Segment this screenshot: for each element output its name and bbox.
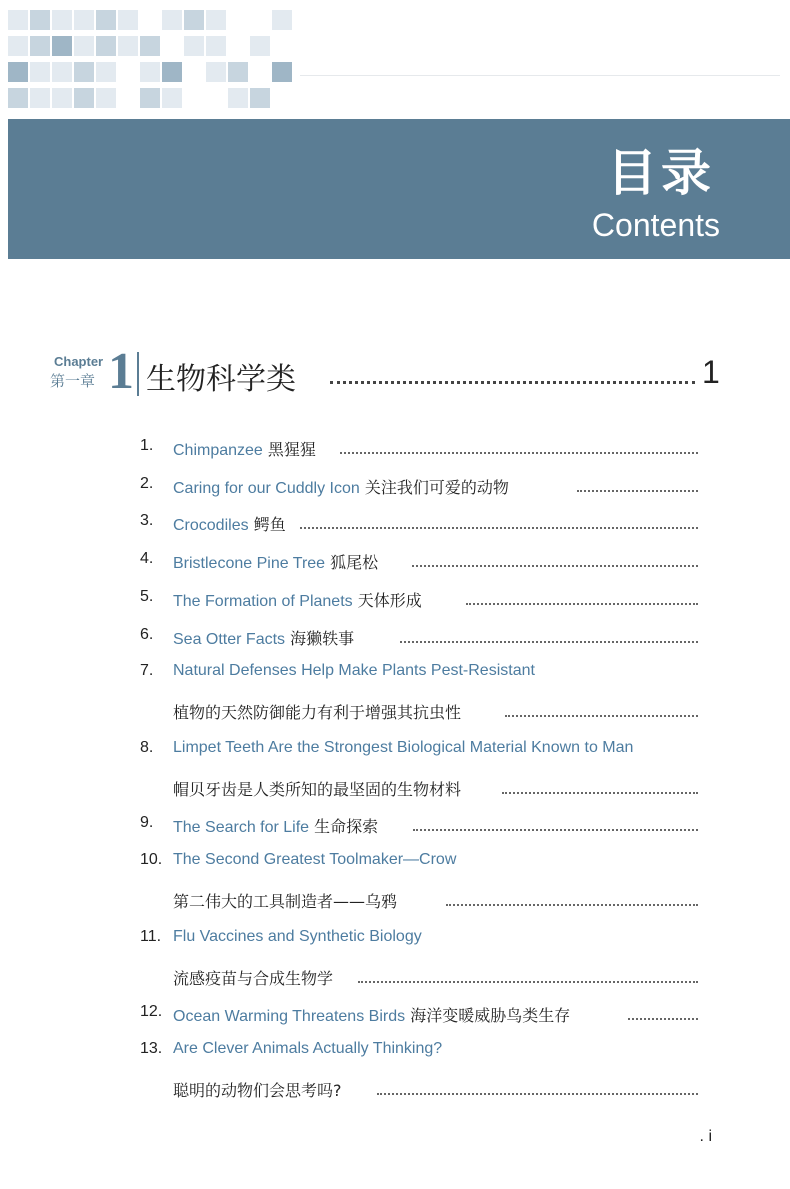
decorative-square — [30, 36, 50, 56]
entry-title-en: Chimpanzee — [173, 442, 263, 459]
decorative-square — [140, 62, 160, 82]
leader-dots — [502, 792, 698, 794]
decorative-square — [8, 10, 28, 30]
leader-dots — [466, 603, 698, 605]
entry-title-en: Limpet Teeth Are the Strongest Biological Material Known to Man — [173, 739, 634, 756]
entry-title-zh: 关注我们可爱的动物 — [364, 478, 509, 497]
decorative-square — [272, 10, 292, 30]
decorative-square — [162, 10, 182, 30]
page-title: 目录 — [607, 144, 715, 202]
entry-title-zh: 第二伟大的工具制造者——乌鸦 — [173, 892, 398, 911]
entry-title — [173, 550, 378, 574]
decorative-square — [52, 10, 72, 30]
decorative-square — [74, 36, 94, 56]
entry-title-en: The Formation of Planets — [173, 593, 353, 610]
page-subtitle: Contents — [591, 207, 720, 243]
decorative-square — [184, 36, 204, 56]
decorative-square — [140, 36, 160, 56]
entry-number: 4. — [140, 550, 154, 567]
decorative-square — [228, 62, 248, 82]
entry-title — [173, 814, 378, 838]
leader-dots — [505, 715, 698, 717]
chapter-heading[interactable] — [40, 343, 730, 408]
decorative-square — [184, 10, 204, 30]
decorative-square — [52, 62, 72, 82]
decorative-square — [206, 62, 226, 82]
entry-number: 11. — [140, 928, 162, 945]
entry-title-en: Caring for our Cuddly Icon — [173, 480, 360, 497]
decorative-square — [52, 36, 72, 56]
leader-dots — [400, 641, 698, 643]
leader-dots — [358, 981, 698, 983]
decorative-square — [228, 88, 248, 108]
decorative-square — [74, 10, 94, 30]
faint-header-rule — [300, 75, 780, 76]
decorative-square — [96, 88, 116, 108]
entry-title-zh: 海獭轶事 — [290, 629, 355, 648]
entry-number: 6. — [140, 626, 154, 643]
page-marker: i — [708, 1128, 712, 1145]
decorative-square — [74, 88, 94, 108]
entry-title-zh: 海洋变暖威胁鸟类生存 — [410, 1006, 571, 1025]
leader-dots — [340, 452, 698, 454]
chapter-title: 生物科学类 — [146, 362, 296, 397]
entry-number: 13. — [140, 1040, 163, 1057]
decorative-square — [118, 36, 138, 56]
entry-title-zh: 聪明的动物们会思考吗? — [173, 1081, 342, 1100]
decorative-square — [96, 36, 116, 56]
chapter-leader-dots — [330, 381, 695, 384]
decorative-square — [272, 62, 292, 82]
entry-title-zh: 黑猩猩 — [267, 440, 316, 459]
decorative-square — [162, 62, 182, 82]
page-number: . i — [699, 1128, 712, 1145]
leader-dots — [628, 1018, 698, 1020]
decorative-square — [96, 62, 116, 82]
entry-title — [173, 1003, 570, 1027]
chapter-page: 1 — [702, 354, 720, 390]
entry-number: 10. — [140, 851, 163, 868]
decorative-square — [140, 88, 160, 108]
entry-title-zh: 天体形成 — [357, 591, 422, 610]
leader-dots — [412, 565, 698, 567]
entry-title — [173, 512, 286, 536]
entry-number: 5. — [140, 588, 154, 605]
decorative-square — [96, 10, 116, 30]
entry-title-zh: 生命探索 — [314, 817, 379, 836]
decorative-squares — [0, 0, 790, 120]
entry-title-en: Natural Defenses Help Make Plants Pest-Resistant — [173, 662, 535, 679]
entry-title-en: The Second Greatest Toolmaker—Crow — [173, 851, 457, 868]
decorative-square — [206, 36, 226, 56]
leader-dots — [300, 527, 698, 529]
chapter-number: 1 — [108, 343, 134, 400]
decorative-square — [30, 62, 50, 82]
entry-title-en: Flu Vaccines and Synthetic Biology — [173, 928, 422, 945]
entry-title-en: Crocodiles — [173, 517, 249, 534]
decorative-square — [30, 88, 50, 108]
entry-number: 9. — [140, 814, 154, 831]
entry-title — [173, 437, 316, 461]
entry-title-en: Ocean Warming Threatens Birds — [173, 1008, 406, 1025]
decorative-square — [8, 88, 28, 108]
contents-banner — [8, 119, 790, 259]
entry-title — [173, 475, 509, 499]
entry-title-en: The Search for Life — [173, 819, 310, 836]
entry-title-zh: 帽贝牙齿是人类所知的最坚固的生物材料 — [173, 780, 462, 799]
decorative-square — [30, 10, 50, 30]
entry-number: 1. — [140, 437, 154, 454]
chapter-label-en: Chapter — [54, 354, 104, 369]
decorative-square — [118, 10, 138, 30]
decorative-square — [8, 36, 28, 56]
entry-title-zh: 狐尾松 — [330, 553, 379, 572]
entry-number: 2. — [140, 475, 154, 492]
chapter-label-zh: 第一章 — [50, 372, 96, 390]
entry-title-zh: 植物的天然防御能力有利于增强其抗虫性 — [173, 703, 462, 722]
entry-number: 3. — [140, 512, 154, 529]
leader-dots — [446, 904, 698, 906]
leader-dots — [377, 1093, 698, 1095]
decorative-square — [250, 36, 270, 56]
entry-number: 8. — [140, 739, 154, 756]
decorative-square — [250, 88, 270, 108]
entry-title — [173, 588, 422, 612]
decorative-square — [206, 10, 226, 30]
entry-title — [173, 626, 354, 650]
leader-dots — [577, 490, 698, 492]
entry-number: 12. — [140, 1003, 163, 1020]
decorative-square — [52, 88, 72, 108]
decorative-square — [8, 62, 28, 82]
entry-title-en: Bristlecone Pine Tree — [173, 555, 326, 572]
chapter-divider — [137, 352, 139, 396]
decorative-square — [162, 88, 182, 108]
leader-dots — [413, 829, 698, 831]
entry-title-en: Sea Otter Facts — [173, 631, 286, 648]
entry-title-en: Are Clever Animals Actually Thinking? — [173, 1040, 443, 1057]
decorative-square — [74, 62, 94, 82]
entry-number: 7. — [140, 662, 154, 679]
entry-title-zh: 流感疫苗与合成生物学 — [173, 969, 334, 988]
entry-title-zh: 鳄鱼 — [253, 515, 286, 534]
